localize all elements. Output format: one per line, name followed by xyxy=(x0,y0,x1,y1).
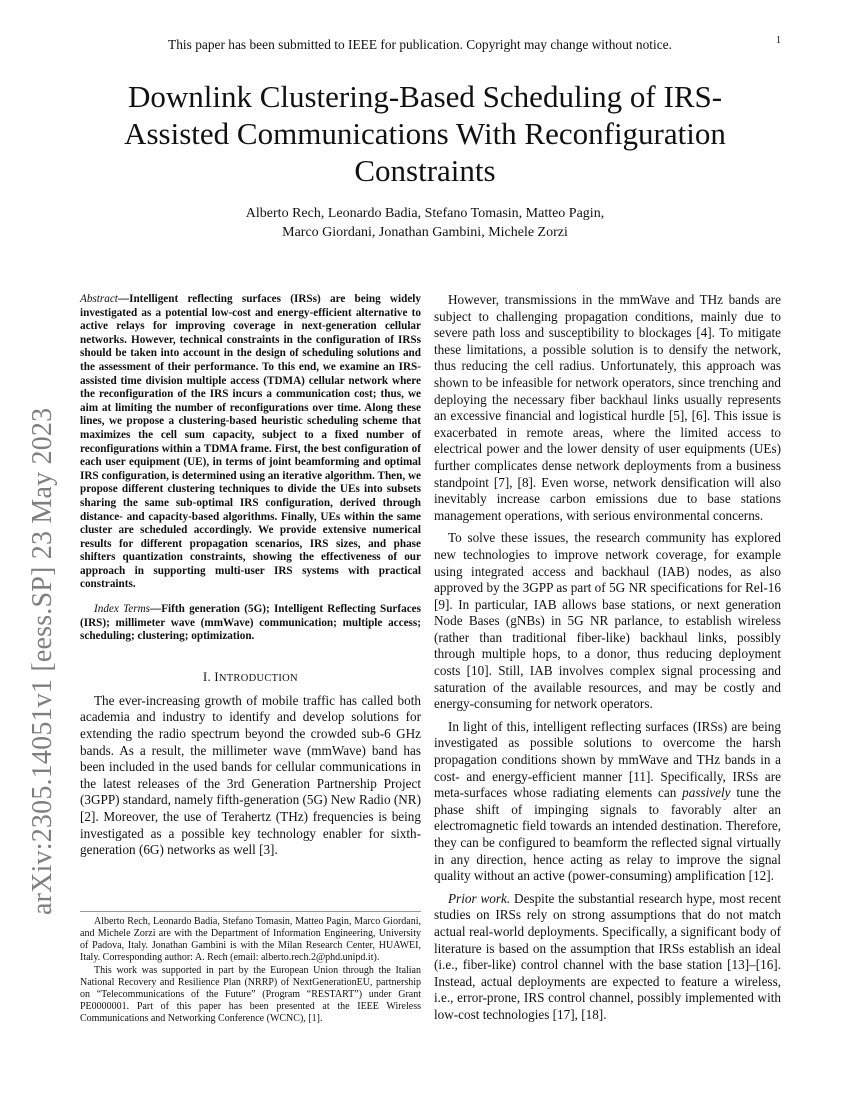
section-heading-introduction: I. INTRODUCTION xyxy=(203,669,298,684)
footnote-affiliations: Alberto Rech, Leonardo Badia, Stefano Tomasin, Matteo Pagin, Marco Giordani, and Michele Zorzi are with the Department of Information Engineering, University of Padova, Italy. Jonathan Gambini is with the Milan Research Center, HUAWEI, Italy. Corresponding author: A. Rech (email: alberto.rech.2@phd.unipd.it). xyxy=(80,916,421,963)
intro-paragraph-1: The ever-increasing growth of mobile traffic has called both academia and industry to identify and develop solutions for extending the radio spectrum beyond the crowded sub-6 GHz bands. As a result, the millimeter wave (mmWave) band has been included in the used bands for cellular communications in the latest releases of the 3rd Generation Partnership Project (3GPP) standard, namely fifth-generation (5G) New Radio (NR) [2]. Moreover, the use of Terahertz (THz) frequencies is being investigated as a possible key technology enabler for sixth-generation (6G) networks as well [3]. xyxy=(80,692,421,858)
abstract xyxy=(80,293,421,592)
publication-notice: This paper has been submitted to IEEE for publication. Copyright may change without notice. xyxy=(168,37,672,52)
irs-text-a: In light of this, intelligent reflecting surfaces (IRSs) are being investigated as possible solutions to overcome the harsh propagation conditions shown by mmWave and THz bands in a cost- and energy-efficient manner [11]. Specifically, IRSs are meta-surfaces whose radiating elements can xyxy=(434,718,781,801)
author-line-1: Alberto Rech, Leonardo Badia, Stefano Tomasin, Matteo Pagin, xyxy=(245,206,605,221)
body-paragraph-iab: To solve these issues, the research community has explored new technologies to improve network coverage, for example using integrated access and backhaul (IAB) nodes, as also approved by the 3GPP as part of 5G NR specifications for Rel-16 [9]. In particular, IAB allows base stations, or next generation Node Bases (gNBs) in 5G NR parlance, to establish wireless (rather than traditional fiber-like) backhaul links, possibly through multiple hops, to a donor, thus reducing deployment costs [10]. Still, IAB involves complex signal processing and saturation of the available resources, and may be costly and energy-consuming for network operators. xyxy=(434,530,781,712)
footnotes xyxy=(80,911,421,1025)
body-paragraph-mmwave: However, transmissions in the mmWave and THz bands are subject to challenging propagation conditions, mainly due to severe path loss and susceptibility to blockages [4]. To mitigate these limitations, a possible solution is to densify the network, thus reducing the cell radius. Unfortunately, this approach was shown to be infeasible for network operators, since trenching and deploying the necessary fiber backhaul links usually represents an excessive financial and logistical hurdle [5], [6]. This issue is exacerbated in remote areas, where the limited access to electrical power and the lower density of user equipments (UEs) further complicates dense network deployments from a business standpoint [7], [8]. Even worse, network densification will also inevitably increase carbon emissions due to base stations management operations, with serious environmental concerns. xyxy=(434,292,781,523)
irs-text-b: tune the phase shift of impinging signals to favorably alter an electromagnetic field towards an intended destination. Therefore, they can be configured to beamform the reflected signal virtually in any direction, hence acting as relay to improve the signal quality without an active (power-consuming) amplification [12]. xyxy=(434,785,781,884)
index-terms-lead: Index Terms xyxy=(94,603,151,616)
irs-emphasis: passively xyxy=(682,785,731,801)
body-paragraph-prior-work xyxy=(434,891,781,1024)
page-number: 1 xyxy=(776,35,781,46)
abstract-text: —Intelligent reflecting surfaces (IRSs) are being widely investigated as a potential low-cost and energy-efficient alternative to active relays for improving coverage in next-generation cellular networks. However, technical constraints in the configuration of IRSs should be taken into account in the design of scheduling solutions and the assessment of their performance. To this end, we examine an IRS-assisted time division multiple access (TDMA) cellular network where the reconfiguration of the IRS incurs a communication cost; thus, we aim at limiting the number of reconfigurations over time. Along these lines, we propose a clustering-based heuristic scheduling scheme that maximizes the cell sum capacity, subject to a fixed number of reconfigurations within a TDMA frame. First, the best configuration of each user equipment (UE), in terms of joint beamforming and optimal IRS configuration, is determined using an iterative algorithm. Then, we propose different clustering techniques to divide the UEs into subsets sharing the same sub-optimal IRS configuration, derived through distance- and capacity-based algorithms. Finally, UEs within the same cluster are scheduled accordingly. We provide extensive numerical results for different propagation scenarios, IRS sizes, and phase shifters quantization constraints, showing the effectiveness of our approach in supporting multi-user IRS systems with practical constraints. xyxy=(80,293,422,591)
author-line-2: Marco Giordani, Jonathan Gambini, Michele Zorzi xyxy=(282,225,568,240)
index-terms xyxy=(80,603,421,644)
body-paragraph-irs xyxy=(434,719,781,885)
prior-work-text: Despite the substantial research hype, most recent studies on IRSs rely on strong assumptions that do not match actual real-world deployments. Specifically, a significant body of literature is based on the assumption that IRSs establish an ideal (i.e., fiber-like) control channel with the base station [13]–[16]. Instead, actual deployments are expected to feature a wireless, i.e., error-prone, IRS control channel, possibly implemented with low-cost technologies [17], [18]. xyxy=(434,890,781,1022)
abstract-lead: Abstract xyxy=(80,293,118,305)
right-column xyxy=(434,292,781,1024)
author-list xyxy=(170,204,680,242)
paper-title: Downlink Clustering-Based Scheduling of IRS-Assisted Communications With Reconfiguration Constraints xyxy=(124,79,726,188)
prior-work-lead: Prior work. xyxy=(448,890,511,906)
index-terms-text: —Fifth generation (5G); Intelligent Reflecting Surfaces (IRS); millimeter wave (mmWave) communication; multiple access; scheduling; clustering; optimization. xyxy=(80,603,421,643)
left-column xyxy=(80,293,421,859)
footnote-funding: This work was supported in part by the European Union through the Italian National Recovery and Resilience Plan (NRRP) of NextGenerationEU, partnership on “Telecommunications of the Future” (Program “RESTART”) under Grant PE0000001. Part of this paper has been presented at the IEEE Wireless Communications and Networking Conference (WCNC), [1]. xyxy=(80,965,421,1024)
arxiv-stamp: arXiv:2305.14051v1 [eess.SP] 23 May 2023 xyxy=(27,407,58,915)
